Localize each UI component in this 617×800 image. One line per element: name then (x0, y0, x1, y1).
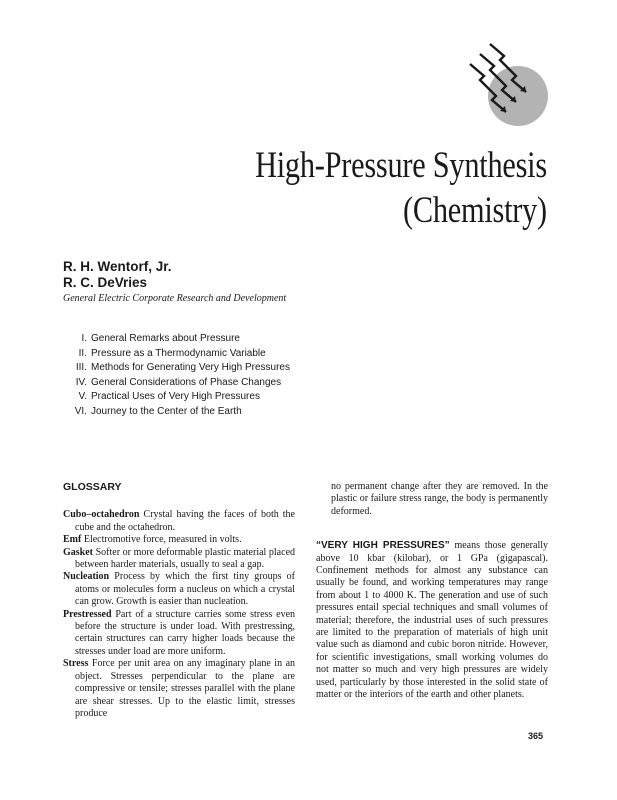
toc-item: I. General Remarks about Pressure (81, 333, 240, 344)
glossary-entry: Prestressed Part of a structure carries some stress even before the structure is under load. With prestressing, certain structures can carry higher loads because the stresses under load are more uniform. (63, 608, 296, 657)
glossary-entry: Cubo–octahedron Crystal having the faces of both the cube and the octahedron. (63, 509, 295, 533)
article-title (255, 143, 547, 233)
toc-item: IV. General Considerations of Phase Changes (75, 376, 282, 388)
lightning-bolts-circle-icon (462, 40, 554, 132)
title-line-2: (Chemistry) (403, 190, 547, 231)
intro-lead: “VERY HIGH PRESSURES” (316, 540, 450, 552)
glossary-heading: GLOSSARY (63, 481, 122, 493)
intro-text: means those generally above 10 kbar (kilobar), or 1 GPa (gigapascal). Confinement methods for almost any substance can usually be found, and working temperatures may range from about 1 to 4000 K. The generation and use of such pressures entail special techniques and small volumes of material; therefore, the industrial uses of such pressures are limited to the preparation of materials of high unit value such as diamond and cubic boron nitride. However, for scientific investigations, small working volumes do not matter so much and very high pressures are widely used, particularly by those interested in the solid state of matter or the interiors of the earth and other planets. (316, 540, 548, 701)
author-1: R. H. Wentorf, Jr. (63, 259, 172, 274)
body-column (316, 481, 548, 702)
toc-item: V. Practical Uses of Very High Pressures (78, 391, 260, 403)
author-2: R. C. DeVries (63, 275, 148, 290)
author-block (63, 259, 286, 304)
toc-item: II. Pressure as a Thermodynamic Variable (78, 347, 266, 359)
glossary-entry: Nucleation Process by which the first tiny groups of atoms or molecules form a nucleus on which a crystal can grow. Growth is easier than nucleation. (63, 571, 295, 608)
glossary-continuation: no permanent change after they are removed. In the plastic or failure stress range, the body is permanently deformed. (331, 481, 548, 517)
toc-item: VI. Journey to the Center of the Earth (74, 405, 242, 417)
glossary-entry: Stress Force per unit area on any imaginary plane in an object. Stresses perpendicular to the plane are compressive or tensile; stresses parallel with the plane are shear stresses. Up to the elastic limit, stresses produce (63, 658, 296, 719)
affiliation: General Electric Corporate Research and Development (63, 293, 287, 304)
glossary-column (63, 481, 295, 720)
title-line-1: High-Pressure Synthesis (255, 145, 547, 186)
glossary-entry: Gasket Softer or more deformable plastic material placed between harder materials, usually to seal a gap. (63, 546, 296, 571)
page-number: 365 (528, 731, 544, 741)
table-of-contents (63, 332, 290, 420)
glossary-entry: Emf Electromotive force, measured in volts. (63, 534, 242, 546)
intro-paragraph (316, 540, 548, 701)
toc-item: III. Methods for Generating Very High Pressures (75, 362, 290, 374)
